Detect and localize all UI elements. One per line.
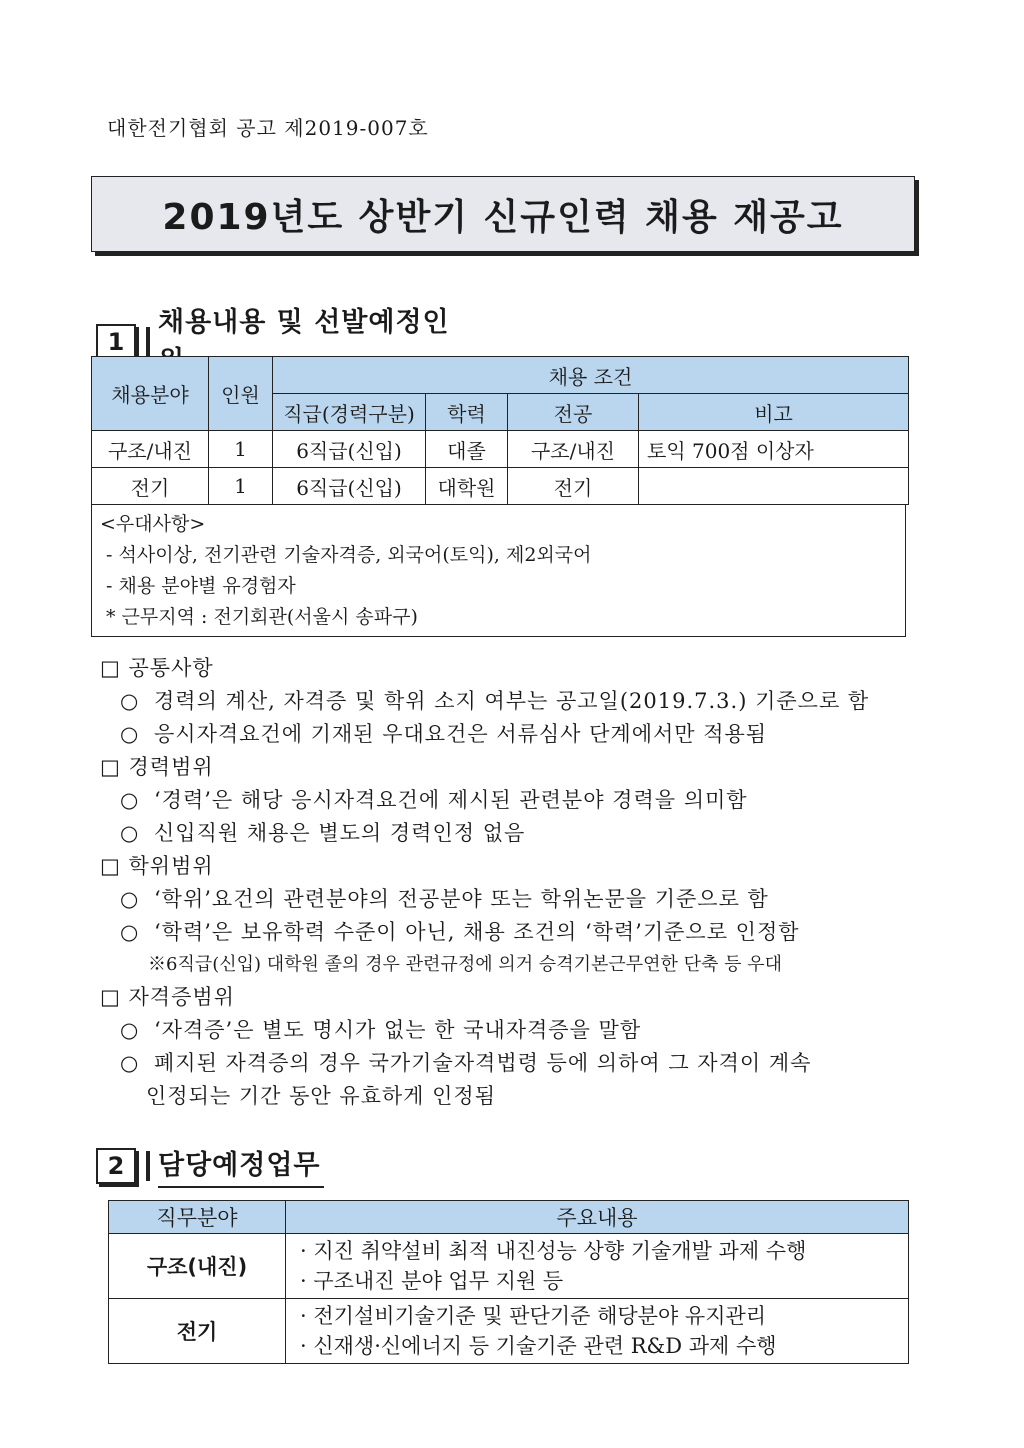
list-item [100, 1014, 930, 1047]
common-section [100, 652, 930, 1113]
cell-duties [286, 1299, 909, 1364]
list-item [100, 1047, 930, 1080]
cell-count: 1 [209, 468, 273, 505]
table-row [109, 1299, 909, 1364]
circle-bullet: ○ [120, 1051, 140, 1075]
work-location: * 근무지역 : 전기회관(서울시 송파구) [100, 606, 418, 628]
header-count: 인원 [209, 357, 273, 431]
duty-line: · 구조내진 분야 업무 지원 등 [300, 1269, 564, 1293]
recruitment-table [91, 356, 909, 505]
circle-bullet: ○ [120, 821, 140, 845]
list-item-text: ‘경력’은 해당 응시자격요건에 제시된 관련분야 경력을 의미함 [154, 788, 748, 812]
list-item [100, 817, 930, 850]
section-2-title: 담당예정업무 [158, 1143, 324, 1188]
cell-field: 전기 [92, 468, 209, 505]
document-title: 2019년도 상반기 신규인력 채용 재공고 [162, 196, 844, 238]
circle-bullet: ○ [120, 689, 140, 713]
preference-item: - 채용 분야별 유경험자 [100, 575, 296, 597]
list-item-text: 신입직원 채용은 별도의 경력인정 없음 [154, 821, 526, 845]
list-item-text: 폐지된 자격증의 경우 국가기술자격법령 등에 의하여 그 자격이 계속 [154, 1051, 812, 1075]
table-row [92, 431, 909, 468]
header-grade: 직급(경력구분) [273, 394, 426, 431]
cell-education: 대졸 [426, 431, 508, 468]
cell-job-field: 전기 [109, 1299, 286, 1364]
cell-note: 토익 700점 이상자 [639, 431, 909, 468]
section-2-header [96, 1143, 324, 1188]
cell-count: 1 [209, 431, 273, 468]
circle-bullet: ○ [120, 788, 140, 812]
list-item-text: 응시자격요건에 기재된 우대요건은 서류심사 단계에서만 적용됨 [154, 722, 768, 746]
preference-item: - 석사이상, 전기관련 기술자격증, 외국어(토익), 제2외국어 [100, 544, 592, 566]
header-major: 전공 [508, 394, 639, 431]
section-1-number: 1 [96, 324, 136, 360]
duties-table [108, 1200, 909, 1364]
header-note: 비고 [639, 394, 909, 431]
cert-heading: □ 자격증범위 [100, 985, 235, 1009]
list-item-text: ‘학력’은 보유학력 수준이 아닌, 채용 조건의 ‘학력’기준으로 인정함 [154, 920, 800, 944]
header-education: 학력 [426, 394, 508, 431]
cell-note [639, 468, 909, 505]
list-item-continuation: 인정되는 기간 동안 유효하게 인정됨 [146, 1084, 496, 1108]
cell-field: 구조/내진 [92, 431, 209, 468]
title-box [91, 176, 915, 252]
cell-major: 구조/내진 [508, 431, 639, 468]
list-item [100, 883, 930, 916]
header-main-content: 주요내용 [286, 1201, 909, 1234]
preference-heading: <우대사항> [100, 513, 206, 535]
notice-number: 대한전기협회 공고 제2019-007호 [107, 116, 429, 140]
circle-bullet: ○ [120, 722, 140, 746]
header-field: 채용분야 [92, 357, 209, 431]
cell-job-field: 구조(내진) [109, 1234, 286, 1299]
header-conditions: 채용 조건 [273, 357, 909, 394]
list-item-text: ‘자격증’은 별도 명시가 없는 한 국내자격증을 말함 [154, 1018, 642, 1042]
cell-grade: 6직급(신입) [273, 468, 426, 505]
cell-grade: 6직급(신입) [273, 431, 426, 468]
table-header-row [92, 357, 909, 394]
circle-bullet: ○ [120, 887, 140, 911]
table-header-row [109, 1201, 909, 1234]
degree-heading: □ 학위범위 [100, 854, 214, 878]
list-item [100, 916, 930, 949]
header-job-field: 직무분야 [109, 1201, 286, 1234]
table-row [92, 468, 909, 505]
circle-bullet: ○ [120, 920, 140, 944]
section-1-title: 채용내용 및 선발예정인 [158, 300, 464, 384]
section-1-bar [146, 327, 150, 357]
section-2-bar [146, 1151, 150, 1181]
duty-line: · 신재생·신에너지 등 기술기준 관련 R&D 과제 수행 [300, 1334, 777, 1358]
degree-note: ※6직급(신입) 대학원 졸의 경우 관련규정에 의거 승격기본근무연한 단축 등 우대 [148, 954, 783, 975]
cell-education: 대학원 [426, 468, 508, 505]
list-item [100, 718, 930, 751]
cell-duties [286, 1234, 909, 1299]
circle-bullet: ○ [120, 1018, 140, 1042]
duty-line: · 전기설비기술기준 및 판단기준 해당분야 유지관리 [300, 1304, 767, 1328]
list-item [100, 685, 930, 718]
list-item-text: ‘학위’요건의 관련분야의 전공분야 또는 학위논문을 기준으로 함 [154, 887, 769, 911]
cell-major: 전기 [508, 468, 639, 505]
common-heading: □ 공통사항 [100, 656, 214, 680]
section-2-number: 2 [96, 1148, 136, 1184]
duty-line: · 지진 취약설비 최적 내진성능 상향 기술개발 과제 수행 [300, 1239, 807, 1263]
list-item [100, 784, 930, 817]
preference-notes [91, 505, 906, 637]
career-heading: □ 경력범위 [100, 755, 214, 779]
table-row [109, 1234, 909, 1299]
list-item-text: 경력의 계산, 자격증 및 학위 소지 여부는 공고일(2019.7.3.) 기준으로 함 [154, 689, 870, 713]
